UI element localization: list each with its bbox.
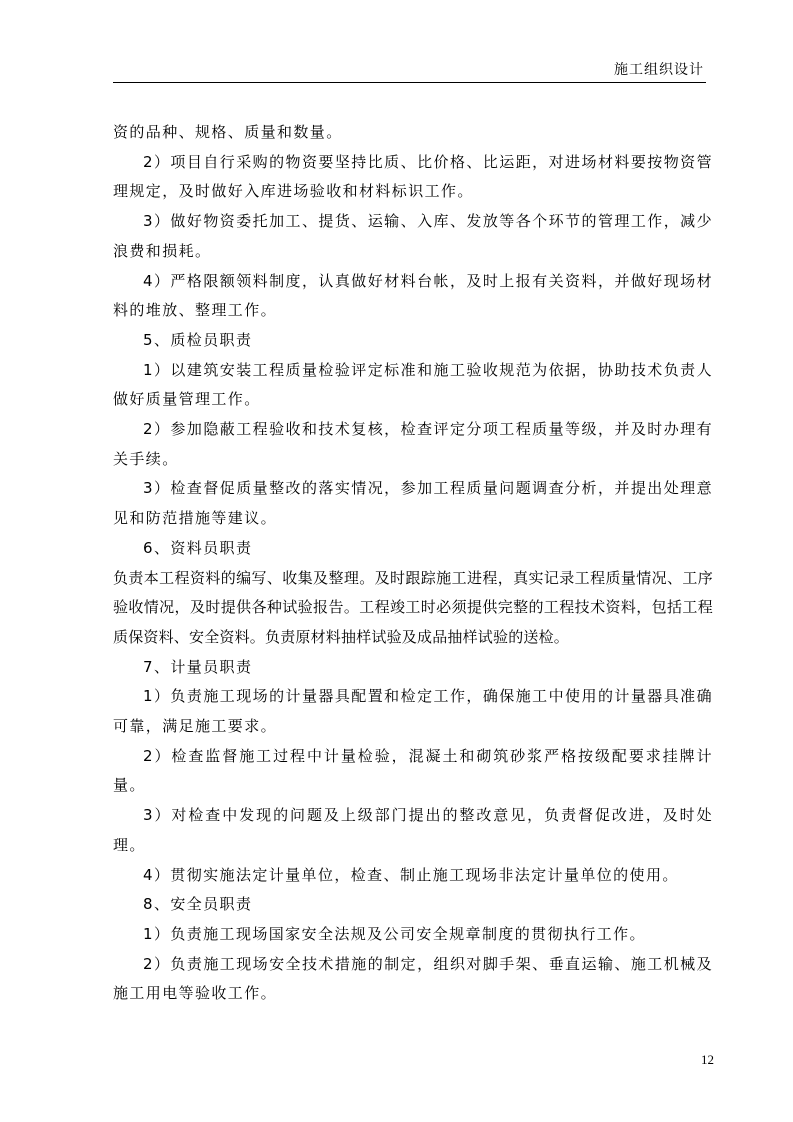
paragraph-item: 2）项目自行采购的物资要坚持比质、比价格、比运距，对进场材料要按物资管理规定，及时做好入库进场验收和材料标识工作。	[113, 152, 713, 201]
paragraph-item: 2）参加隐蔽工程验收和技术复核，检查评定分项工程质量等级，并及时办理有关手续。	[113, 420, 713, 468]
paragraph-item: 3）检查督促质量整改的落实情况，参加工程质量问题调查分析，并提出处理意见和防范措施等建议。	[113, 479, 713, 528]
paragraph-item: 4）严格限额领料制度，认真做好材料台帐，及时上报有关资料，并做好现场材料的堆放、整理工作。	[113, 271, 713, 320]
document-body	[113, 118, 713, 1009]
page-header	[113, 56, 706, 83]
section-heading: 8、安全员职责	[143, 895, 253, 914]
section-heading: 7、计量员职责	[143, 657, 253, 676]
section-heading: 6、资料员职责	[143, 538, 253, 557]
paragraph-item: 4）贯彻实施法定计量单位，检查、制止施工现场非法定计量单位的使用。	[143, 865, 679, 884]
header-title: 施工组织设计	[614, 62, 704, 78]
paragraph-item: 3）对检查中发现的问题及上级部门提出的整改意见，负责督促改进，及时处理。	[113, 806, 713, 854]
paragraph-body: 负责本工程资料的编写、收集及整理。及时跟踪施工进程，真实记录工程质量情况、工序验收情况，及时提供各种试验报告。工程竣工时必须提供完整的工程技术资料，包括工程质保资料、安全资料。负责原材料抽样试验及成品抽样试验的送检。	[113, 568, 713, 646]
section-heading: 5、质检员职责	[143, 330, 253, 349]
paragraph-continuation: 资的品种、规格、质量和数量。	[113, 123, 343, 141]
paragraph-item: 2）负责施工现场安全技术措施的制定，组织对脚手架、垂直运输、施工机械及施工用电等验收工作。	[113, 954, 713, 1003]
page-number: 12	[701, 1052, 714, 1067]
paragraph-item: 2）检查监督施工过程中计量检验，混凝土和砌筑砂浆严格按级配要求挂牌计量。	[113, 746, 713, 795]
paragraph-item: 1）负责施工现场国家安全法规及公司安全规章制度的贯彻执行工作。	[143, 924, 646, 943]
paragraph-item: 1）负责施工现场的计量器具配置和检定工作，确保施工中使用的计量器具准确可靠，满足施工要求。	[113, 687, 713, 736]
paragraph-item: 1）以建筑安装工程质量检验评定标准和施工验收规范为依据，协助技术负责人做好质量管理工作。	[113, 360, 713, 409]
paragraph-item: 3）做好物资委托加工、提货、运输、入库、发放等各个环节的管理工作，减少浪费和损耗。	[113, 212, 713, 260]
